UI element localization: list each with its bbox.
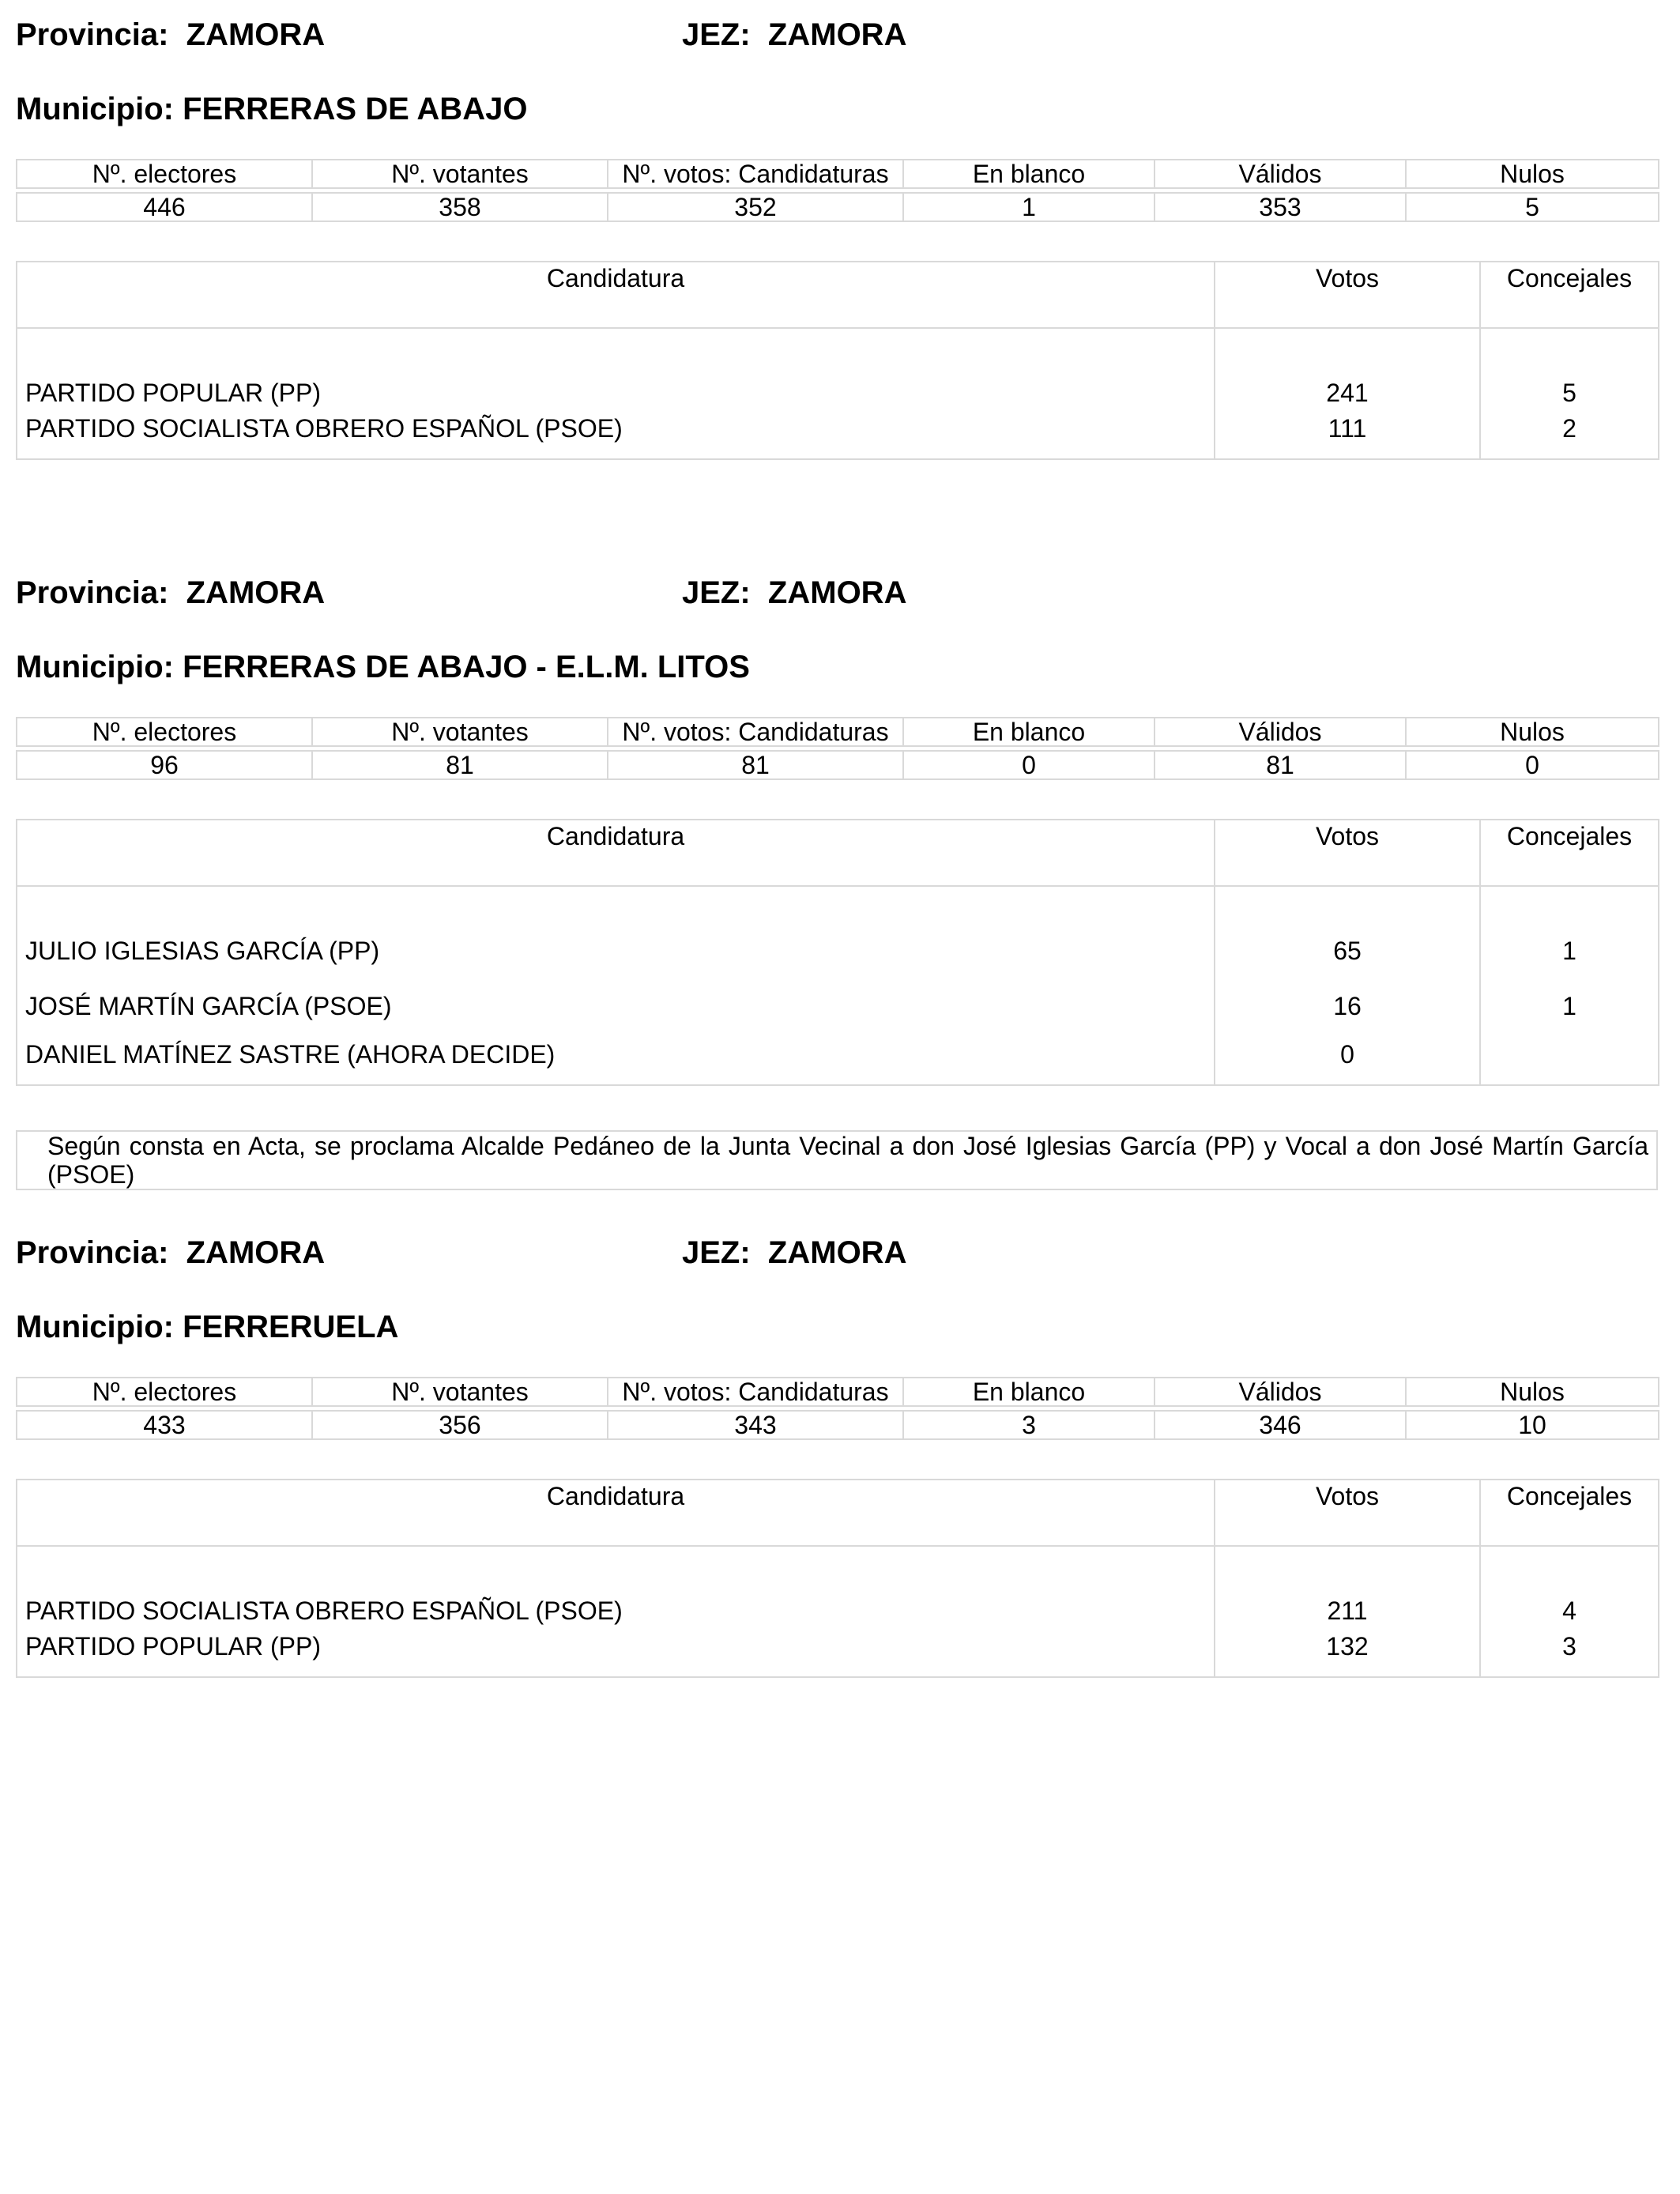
stats-header-cell: Nulos — [1406, 718, 1659, 746]
provincia-label: Provincia: ZAMORA — [16, 1235, 326, 1270]
stats-table — [16, 1377, 1659, 1440]
stats-value-cell: 96 — [17, 751, 312, 779]
stats-value-cell: 81 — [312, 751, 608, 779]
candidatura-name: PARTIDO POPULAR (PP) — [25, 1632, 321, 1661]
candidaturas-header-row — [17, 262, 1659, 328]
candidatura-concejales: 4 — [1480, 1546, 1659, 1632]
stats-header-cell: Nº. votantes — [312, 718, 608, 746]
stats-value-cell: 433 — [17, 1411, 312, 1439]
stats-value-cell: 1 — [903, 193, 1155, 221]
stats-header-cell: Nº. electores — [17, 718, 312, 746]
municipio-name: FERRERUELA — [183, 1310, 399, 1344]
concejales-header: Concejales — [1480, 1480, 1659, 1546]
stats-header-cell: Nº. electores — [17, 1378, 312, 1406]
stats-value-row — [17, 751, 1659, 779]
stats-value-cell: 356 — [312, 1411, 608, 1439]
candidatura-concejales: 1 — [1480, 886, 1659, 972]
candidatura-votos: 241 — [1215, 328, 1480, 414]
stats-header-cell: Nº. votos: Candidaturas — [608, 718, 903, 746]
stats-value-row — [17, 1411, 1659, 1439]
candidaturas-header-row — [17, 820, 1659, 886]
candidatura-votos: 211 — [1215, 1546, 1480, 1632]
stats-header-row — [17, 1378, 1659, 1406]
stats-header-row — [17, 718, 1659, 746]
stats-value-cell: 81 — [608, 751, 903, 779]
votos-header: Votos — [1215, 820, 1480, 886]
stats-header-cell: Nº. votantes — [312, 1378, 608, 1406]
candidatura-votos: 111 — [1215, 414, 1480, 459]
candidatura-row — [17, 414, 1659, 459]
jez-value: ZAMORA — [767, 17, 907, 52]
candidatura-header: Candidatura — [17, 1480, 1215, 1546]
candidatura-votos: 0 — [1215, 1040, 1480, 1085]
stats-value-cell: 10 — [1406, 1411, 1659, 1439]
candidatura-concejales: 5 — [1480, 328, 1659, 414]
candidatura-name: JOSÉ MARTÍN GARCÍA (PSOE) — [25, 991, 392, 1020]
stats-value-cell: 446 — [17, 193, 312, 221]
candidatura-header: Candidatura — [17, 820, 1215, 886]
concejales-header: Concejales — [1480, 262, 1659, 328]
candidaturas-table — [16, 1479, 1659, 1678]
candidatura-header: Candidatura — [17, 262, 1215, 328]
stats-header-cell: Nulos — [1406, 1378, 1659, 1406]
stats-value-cell: 81 — [1155, 751, 1406, 779]
candidatura-votos: 65 — [1215, 886, 1480, 972]
provincia-label: Provincia: ZAMORA — [16, 17, 326, 52]
stats-value-cell: 5 — [1406, 193, 1659, 221]
municipio-title: Municipio: FERRERAS DE ABAJO - E.L.M. LITOS — [16, 650, 750, 684]
candidatura-row — [17, 328, 1659, 414]
candidatura-votos: 16 — [1215, 972, 1480, 1040]
provincia-label: Provincia: ZAMORA — [16, 575, 326, 610]
candidatura-concejales — [1480, 1040, 1659, 1085]
jez-label: JEZ: ZAMORA — [682, 17, 907, 52]
candidatura-votos: 132 — [1215, 1632, 1480, 1677]
stats-header-cell: Nº. votos: Candidaturas — [608, 1378, 903, 1406]
candidatura-concejales: 3 — [1480, 1632, 1659, 1677]
stats-value-cell: 343 — [608, 1411, 903, 1439]
stats-header-cell: En blanco — [903, 718, 1155, 746]
stats-header-cell: Nº. votos: Candidaturas — [608, 160, 903, 188]
stats-header-row — [17, 160, 1659, 188]
candidatura-name: DANIEL MATÍNEZ SASTRE (AHORA DECIDE) — [25, 1040, 556, 1069]
stats-table — [16, 717, 1659, 780]
candidatura-concejales: 1 — [1480, 972, 1659, 1040]
votos-header: Votos — [1215, 262, 1480, 328]
candidatura-row — [17, 972, 1659, 1040]
candidatura-row — [17, 886, 1659, 972]
provincia-value: ZAMORA — [186, 575, 326, 610]
stats-value-cell: 3 — [903, 1411, 1155, 1439]
municipio-name: FERRERAS DE ABAJO — [183, 92, 528, 126]
candidaturas-table — [16, 261, 1659, 460]
jez-value: ZAMORA — [767, 575, 907, 610]
stats-value-row — [17, 193, 1659, 221]
candidatura-row — [17, 1632, 1659, 1677]
provincia-value: ZAMORA — [186, 1235, 326, 1270]
concejales-header: Concejales — [1480, 820, 1659, 886]
candidatura-name: PARTIDO SOCIALISTA OBRERO ESPAÑOL (PSOE) — [25, 1596, 623, 1625]
municipio-title: Municipio: FERRERAS DE ABAJO — [16, 92, 528, 126]
municipio-name: FERRERAS DE ABAJO - E.L.M. LITOS — [183, 650, 750, 684]
municipio-title: Municipio: FERRERUELA — [16, 1310, 399, 1344]
stats-header-cell: Nº. electores — [17, 160, 312, 188]
stats-header-cell: Válidos — [1155, 1378, 1406, 1406]
jez-label: JEZ: ZAMORA — [682, 1235, 907, 1270]
candidaturas-header-row — [17, 1480, 1659, 1546]
stats-value-cell: 0 — [903, 751, 1155, 779]
candidatura-concejales: 2 — [1480, 414, 1659, 459]
stats-value-cell: 358 — [312, 193, 608, 221]
candidaturas-table — [16, 819, 1659, 1086]
candidatura-row — [17, 1546, 1659, 1632]
stats-value-cell: 352 — [608, 193, 903, 221]
stats-header-cell: Nulos — [1406, 160, 1659, 188]
jez-value: ZAMORA — [767, 1235, 907, 1270]
candidatura-name: JULIO IGLESIAS GARCÍA (PP) — [25, 937, 380, 965]
stats-header-cell: Nº. votantes — [312, 160, 608, 188]
stats-table — [16, 159, 1659, 222]
votos-header: Votos — [1215, 1480, 1480, 1546]
provincia-value: ZAMORA — [186, 17, 326, 52]
candidatura-row — [17, 1040, 1659, 1085]
jez-label: JEZ: ZAMORA — [682, 575, 907, 610]
stats-header-cell: Válidos — [1155, 718, 1406, 746]
stats-value-cell: 353 — [1155, 193, 1406, 221]
stats-value-cell: 346 — [1155, 1411, 1406, 1439]
candidatura-name: PARTIDO POPULAR (PP) — [25, 379, 321, 407]
stats-header-cell: En blanco — [903, 1378, 1155, 1406]
candidatura-name: PARTIDO SOCIALISTA OBRERO ESPAÑOL (PSOE) — [25, 414, 623, 443]
stats-header-cell: Válidos — [1155, 160, 1406, 188]
proclamation-note: Según consta en Acta, se proclama Alcalde Pedáneo de la Junta Vecinal a don José Iglesias García (PP) y Vocal a don José Martín García (PSOE) — [16, 1130, 1658, 1190]
stats-header-cell: En blanco — [903, 160, 1155, 188]
stats-value-cell: 0 — [1406, 751, 1659, 779]
